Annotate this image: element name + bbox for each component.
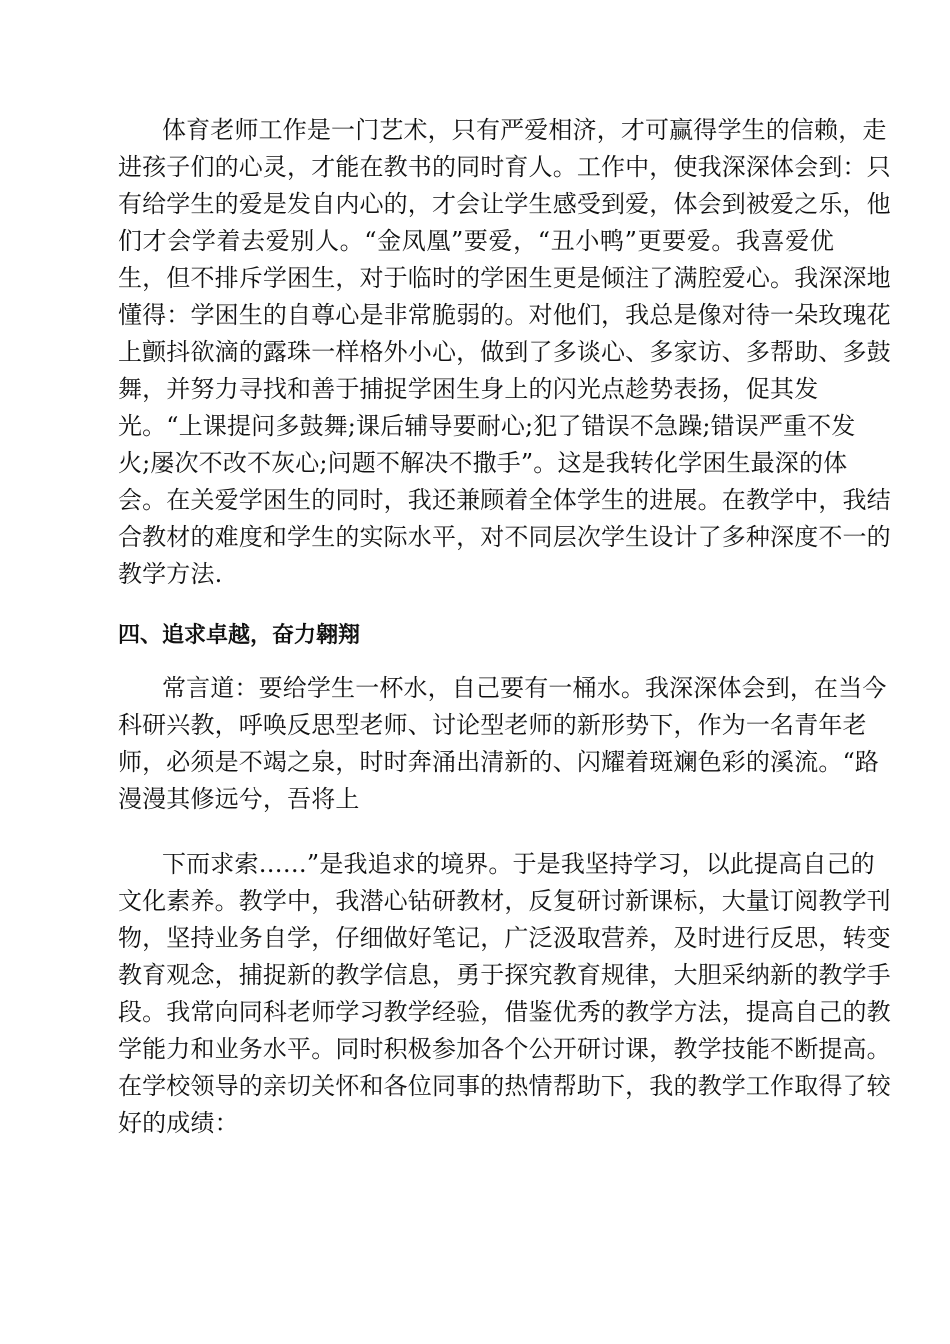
paragraph-line: 学能力和业务水平。同时积极参加各个公开研讨课，教学技能不断提高。 — [118, 1035, 891, 1063]
paragraph-line: 有给学生的爱是发自内心的，才会让学生感受到爱，体会到被爱之乐，他 — [118, 190, 891, 218]
paragraph-line: 会。在关爱学困生的同时，我还兼顾着全体学生的进展。在教学中，我结 — [118, 486, 891, 514]
paragraph-line: 生，但不排斥学困生，对于临时的学困生更是倾注了满腔爱心。我深深地 — [118, 264, 891, 292]
paragraph-line: 进孩子们的心灵，才能在教书的同时育人。工作中，使我深深体会到：只 — [118, 153, 891, 181]
paragraph-line: 光。“上课提问多鼓舞;课后辅导要耐心;犯了错误不急躁;错误严重不发 — [118, 412, 856, 440]
paragraph-line: 火;屡次不改不灰心;问题不解决不撒手”。这是我转化学困生最深的体 — [118, 449, 848, 477]
paragraph-line: 合教材的难度和学生的实际水平，对不同层次学生设计了多种深度不一的 — [118, 523, 891, 551]
paragraph-line: 教育观念，捕捉新的教学信息，勇于探究教育规律，大胆采纳新的教学手 — [118, 961, 891, 989]
paragraph-line: 师，必须是不竭之泉，时时奔涌出清新的、闪耀着斑斓色彩的溪流。“路 — [118, 748, 880, 776]
paragraph-line: 好的成绩： — [118, 1109, 239, 1137]
paragraph-line: 们才会学着去爱别人。“金凤凰”要爱，“丑小鸭”更要爱。我喜爱优 — [118, 227, 834, 255]
paragraph-line: 常言道：要给学生一杯水，自己要有一桶水。我深深体会到，在当今 — [162, 674, 887, 702]
section-heading: 四、追求卓越，奋力翱翔 — [118, 623, 361, 648]
paragraph-line: 体育老师工作是一门艺术，只有严爱相济，才可赢得学生的信赖，走 — [162, 116, 887, 144]
paragraph-line: 下而求索……”是我追求的境界。于是我坚持学习，以此提高自己的 — [162, 850, 875, 878]
paragraph-line: 段。我常向同科老师学习教学经验，借鉴优秀的教学方法，提高自己的教 — [118, 998, 891, 1026]
paragraph-line: 科研兴教，呼唤反思型老师、讨论型老师的新形势下，作为一名青年老 — [118, 711, 867, 739]
paragraph-line: 上颤抖欲滴的露珠一样格外小心，做到了多谈心、多家访、多帮助、多鼓 — [118, 338, 891, 366]
paragraph-line: 物，坚持业务自学，仔细做好笔记，广泛汲取营养，及时进行反思，转变 — [118, 924, 891, 952]
paragraph-line: 漫漫其修远兮，吾将上 — [118, 785, 360, 813]
paragraph-line: 文化素养。教学中，我潜心钻研教材，反复研讨新课标，大量订阅教学刊 — [118, 887, 891, 915]
paragraph-line: 教学方法. — [118, 560, 223, 588]
paragraph-line: 在学校领导的亲切关怀和各位同事的热情帮助下，我的教学工作取得了较 — [118, 1072, 891, 1100]
paragraph-line: 懂得：学困生的自尊心是非常脆弱的。对他们，我总是像对待一朵玫瑰花 — [118, 301, 891, 329]
paragraph-line: 舞，并努力寻找和善于捕捉学困生身上的闪光点趁势表扬，促其发 — [118, 375, 819, 403]
